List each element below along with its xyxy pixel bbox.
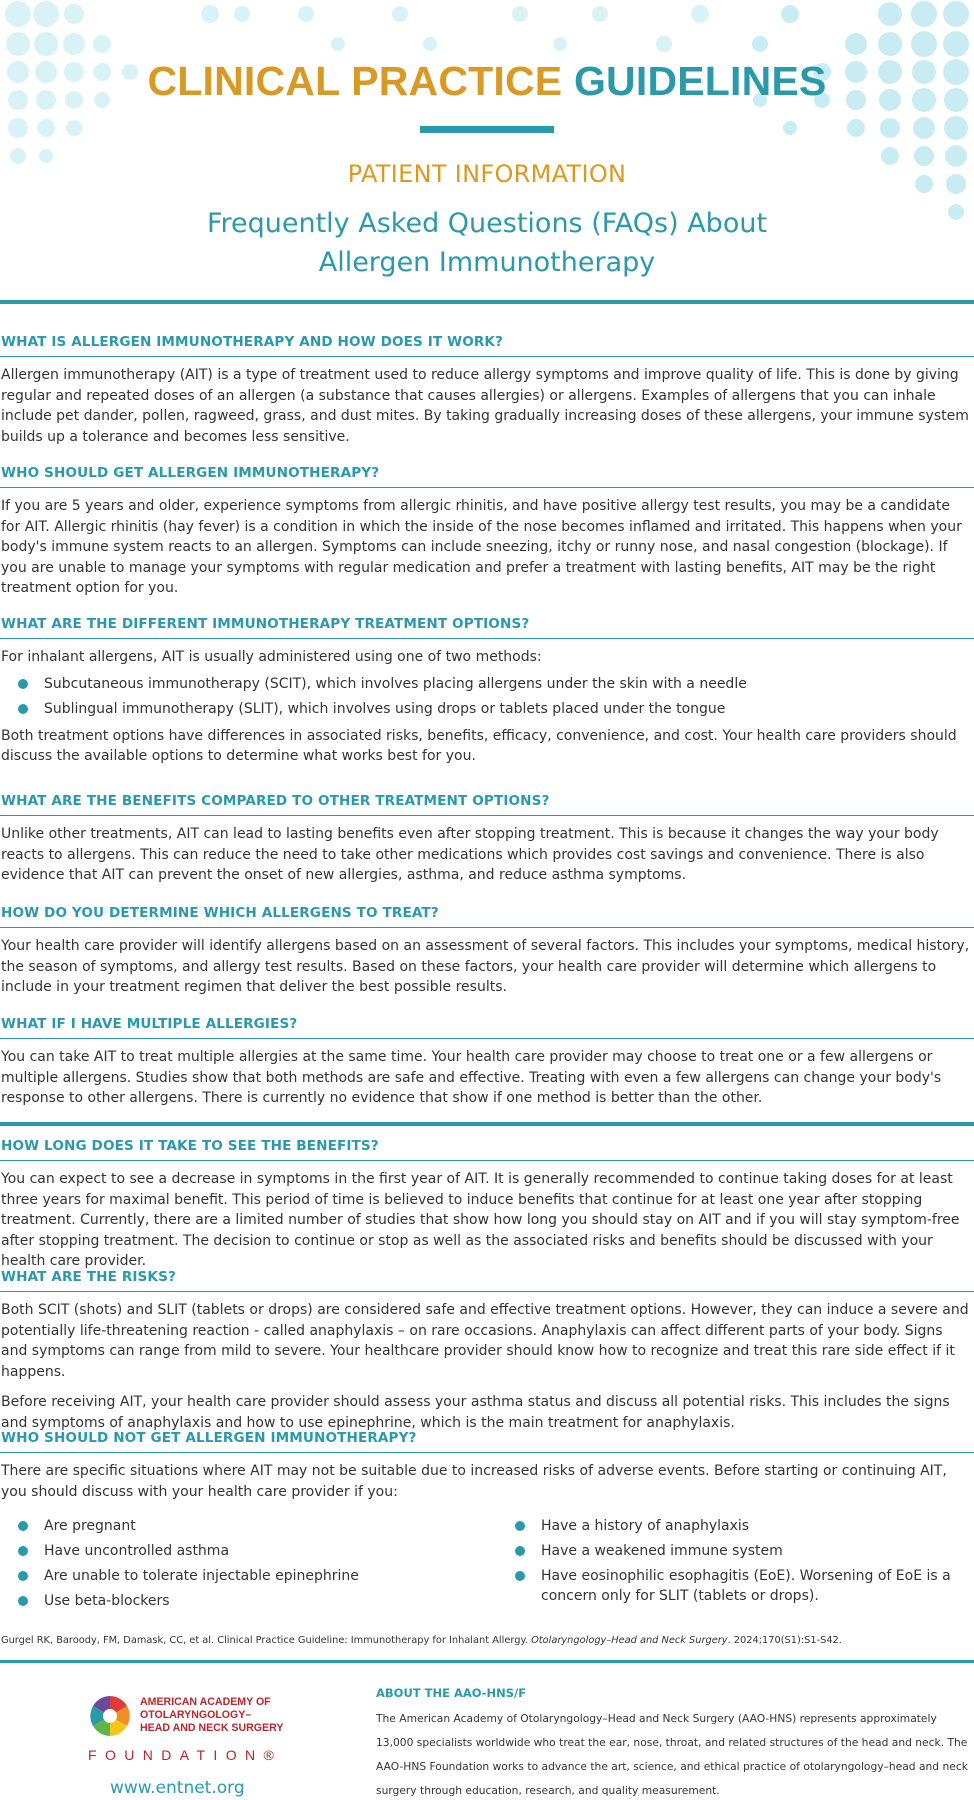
section-paragraph: Allergen immunotherapy (AIT) is a type of treatment used to reduce allergy symptoms and improve quality of life. This is done by giving regular and repeated doses of an allergen (a substance that causes allergies) or allergens. Examples of allergens that you can inhale include pet dander, pollen, ragweed, grass, and dust mites. By taking gradually increasing doses of these allergens, your immune system builds up a tolerance and becomes less sensitive.	[1, 367, 969, 445]
section-what-is-ait	[0, 334, 974, 447]
list-item	[0, 1566, 497, 1586]
logo-line1: AMERICAN ACADEMY OF	[140, 1696, 271, 1708]
website-link[interactable]: www.entnet.org	[110, 1778, 245, 1798]
bullet-icon	[515, 1546, 525, 1556]
list-item-text: Have eosinophilic esophagitis (EoE). Worsening of EoE is a concern only for SLIT (tablets or drops).	[541, 1568, 951, 1604]
section-outro: Both treatment options have differences in associated risks, benefits, efficacy, convenience, and cost. Your health care providers should discuss the available options to determine what works best for you.	[1, 727, 957, 764]
section-benefits	[0, 793, 974, 886]
list-item	[0, 674, 974, 694]
bullet-icon	[18, 1521, 28, 1531]
section-paragraph: Your health care provider will identify allergens based on an assessment of several factors. This includes your symptoms, medical history, the season of symptoms, and allergy test results. Based on these factors, your health care provider will determine which allergens to include in your treatment regimen that deliver the best possible results.	[1, 938, 970, 995]
list-item-text: Have a weakened immune system	[541, 1543, 783, 1559]
logo-foundation: FOUNDATION®	[88, 1747, 283, 1763]
section-paragraph: Both SCIT (shots) and SLIT (tablets or drops) are considered safe and effective treatment options. However, they can induce a severe and potentially life-threatening reaction - called anaphylaxis – on rare occasions. Anaphylaxis can affect different parts of your body. Signs and symptoms can range from mild to severe. Your healthcare provider should know how to recognize and treat this rare side effect if it happens.	[1, 1302, 969, 1380]
swirl-logo-icon	[88, 1694, 132, 1738]
section-heading: WHAT IS ALLERGEN IMMUNOTHERAPY AND HOW DOES IT WORK?	[0, 334, 974, 357]
section-paragraph: You can take AIT to treat multiple allergies at the same time. Your health care provider may choose to treat one or a few allergens or multiple allergens. Studies show that both methods are safe and effective. Treating with even a few allergens can change your body's response to other allergens. There is currently no evidence that show if one method is better than the other.	[1, 1049, 942, 1106]
logo-line2: OTOLARYNGOLOGY–	[140, 1709, 252, 1721]
page-title	[0, 58, 974, 105]
mid-divider	[0, 1122, 974, 1126]
section-heading: WHO SHOULD NOT GET ALLERGEN IMMUNOTHERAPY?	[0, 1430, 974, 1453]
list-item-text: Are unable to tolerate injectable epinephrine	[44, 1568, 359, 1584]
section-who-should-not-get	[0, 1430, 974, 1616]
section-heading: WHAT ARE THE BENEFITS COMPARED TO OTHER TREATMENT OPTIONS?	[0, 793, 974, 816]
section-heading: WHAT ARE THE DIFFERENT IMMUNOTHERAPY TREATMENT OPTIONS?	[0, 616, 974, 639]
list-item-text: Subcutaneous immunotherapy (SCIT), which involves placing allergens under the skin with a needle	[44, 675, 747, 692]
citation-authors: Gurgel RK, Baroody, FM, Damask, CC, et al. Clinical Practice Guideline: Immunotherapy for Inhalant Allergy.	[1, 1635, 532, 1646]
section-paragraph: Before receiving AIT, your health care provider should assess your asthma status and discuss all potential risks. This includes the signs and symptoms of anaphylaxis and how to use epinephrine, which is the main treatment for anaphylaxis.	[1, 1394, 950, 1431]
subtitle: PATIENT INFORMATION	[347, 160, 627, 188]
list-item	[497, 1541, 974, 1561]
section-paragraph: If you are 5 years and older, experience symptoms from allergic rhinitis, and have positive allergy test results, you may be a candidate for AIT. Allergic rhinitis (hay fever) is a condition in which the inside of the nose becomes inflamed and irritated. This happens when your body's immune system reacts to an allergen. Symptoms can include sneezing, itchy or runny nose, and nasal congestion (blockage). If you are unable to manage your symptoms with regular medication and prefer a treatment with lasting benefits, AIT may be the right treatment option for you.	[1, 498, 962, 596]
aao-hns-foundation-logo	[88, 1690, 308, 1780]
list-item	[497, 1566, 974, 1606]
citation-details: . 2024;170(S1):S1-S42.	[727, 1635, 842, 1646]
title-underline	[420, 126, 554, 133]
section-paragraph: You can expect to see a decrease in symptoms in the first year of AIT. It is generally recommended to continue taking doses for at least three years for maximal benefit. This period of time is believed to induce benefits that continue for at least one year after stopping treatment. Currently, there are a limited number of studies that show how long you should stay on AIT and if you will stay symptom-free after stopping treatment. The decision to continue or stop as well as the associated risks and benefits should be discussed with your health care provider.	[1, 1171, 960, 1269]
list-item-text: Use beta-blockers	[44, 1593, 170, 1609]
section-heading: WHO SHOULD GET ALLERGEN IMMUNOTHERAPY?	[0, 465, 974, 488]
bullet-list	[0, 668, 974, 719]
list-item-text: Have a history of anaphylaxis	[541, 1518, 750, 1534]
list-item	[0, 699, 974, 719]
bullet-icon	[18, 704, 28, 714]
bullet-icon	[515, 1521, 525, 1531]
section-paragraph: Unlike other treatments, AIT can lead to lasting benefits even after stopping treatment. This is because it changes the way your body reacts to allergens. This can reduce the need to take other medications which provides cost savings and convenience. There is also evidence that AIT can prevent the onset of new allergies, asthma, and reduce asthma symptoms.	[1, 826, 939, 883]
about-text: The American Academy of Otolaryngology–Head and Neck Surgery (AAO-HNS) represents approximately 13,000 specialists worldwide who treat the ear, nose, throat, and related structures of the head and neck. The AAO-HNS Foundation works to advance the art, science, and ethical practice of otolaryngology–head and neck surgery through education, research, and quality measurement.	[376, 1712, 968, 1797]
bullet-icon	[18, 1571, 28, 1581]
logo-line3: HEAD AND NECK SURGERY	[140, 1722, 284, 1734]
about-heading: ABOUT THE AAO-HNS/F	[376, 1686, 527, 1700]
list-item	[497, 1516, 974, 1536]
citation-journal: Otolaryngology–Head and Neck Surgery	[531, 1635, 728, 1646]
faq-title-line2: Allergen Immunotherapy	[318, 247, 656, 278]
section-how-long	[0, 1138, 974, 1272]
list-item-text: Have uncontrolled asthma	[44, 1543, 230, 1559]
section-heading: WHAT IF I HAVE MULTIPLE ALLERGIES?	[0, 1016, 974, 1039]
section-intro: There are specific situations where AIT may not be suitable due to increased risks of adverse events. Before starting or continuing AIT, you should discuss with your health care provider if you:	[1, 1463, 947, 1500]
logo-text	[140, 1696, 283, 1735]
bullet-columns	[0, 1502, 974, 1616]
bullet-list-right	[497, 1510, 974, 1616]
section-intro: For inhalant allergens, AIT is usually administered using one of two methods:	[1, 649, 542, 665]
bullet-icon	[18, 1546, 28, 1556]
section-multiple-allergies	[0, 1016, 974, 1109]
list-item-text: Are pregnant	[44, 1518, 136, 1534]
footer-divider	[0, 1660, 974, 1663]
bullet-list-left	[0, 1510, 497, 1616]
citation	[1, 1635, 842, 1646]
list-item	[0, 1516, 497, 1536]
bullet-icon	[18, 679, 28, 689]
list-item	[0, 1541, 497, 1561]
section-risks	[0, 1269, 974, 1433]
section-heading: HOW DO YOU DETERMINE WHICH ALLERGENS TO TREAT?	[0, 905, 974, 928]
faq-title-line1: Frequently Asked Questions (FAQs) About	[206, 208, 768, 239]
section-heading: HOW LONG DOES IT TAKE TO SEE THE BENEFITS?	[0, 1138, 974, 1161]
title-part2: GUIDELINES	[573, 58, 827, 104]
section-treatment-options	[0, 616, 974, 767]
section-who-should-get	[0, 465, 974, 599]
header	[0, 0, 974, 300]
title-part1: CLINICAL PRACTICE	[147, 58, 563, 104]
bullet-icon	[515, 1571, 525, 1581]
header-divider	[0, 300, 974, 304]
section-heading: WHAT ARE THE RISKS?	[0, 1269, 974, 1292]
list-item-text: Sublingual immunotherapy (SLIT), which involves using drops or tablets placed under the tongue	[44, 700, 726, 717]
faq-title	[0, 204, 974, 282]
section-determine-allergens	[0, 905, 974, 998]
list-item	[0, 1591, 497, 1611]
bullet-icon	[18, 1596, 28, 1606]
